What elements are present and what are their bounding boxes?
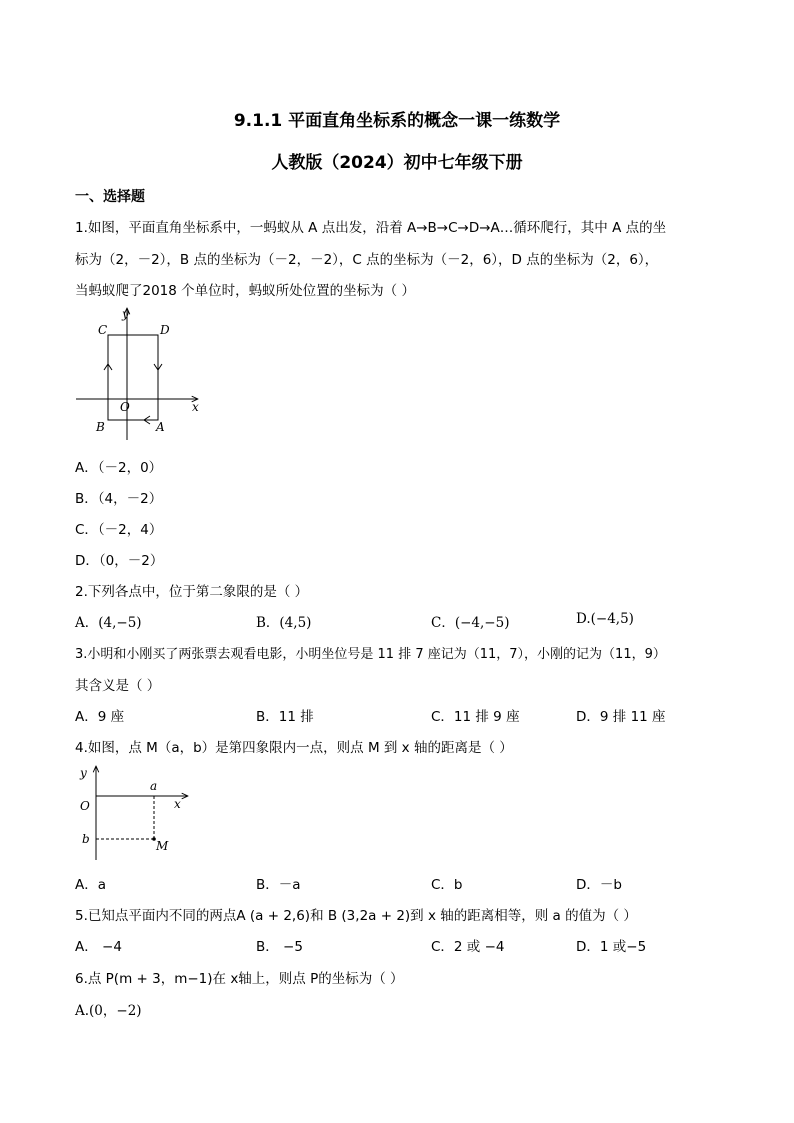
q4-option-b: B．－a [256, 877, 301, 893]
q1-label-d: D [160, 323, 170, 337]
q4-figure [72, 762, 196, 864]
q3-option-c: C．11 排 9 座 [431, 709, 520, 725]
q1-figure [72, 304, 204, 444]
q4-label-o: O [80, 799, 90, 813]
q4-option-a: A．a [75, 877, 107, 893]
q2-option-a: A．(4,−5) [75, 615, 142, 631]
q1-rectangle [108, 335, 158, 420]
q3-option-a: A．9 座 [75, 709, 125, 725]
q4-label-a: a [150, 779, 158, 793]
q2-option-d: D.(−4,5) [576, 611, 634, 627]
q4-option-d: D．－b [576, 877, 622, 893]
q1-label-o: O [120, 400, 130, 414]
q1-label-y: y [122, 307, 129, 321]
document-subtitle: 人教版（2024）初中七年级下册 [271, 153, 523, 173]
q5-stem: 5.已知点平面内不同的两点A (a + 2,6)和 B (3,2a + 2)到 x 轴的距离相等，则 a 的值为（ ） [75, 908, 637, 924]
q4-option-c: C．b [431, 877, 463, 893]
q3-option-d: D．9 排 11 座 [576, 709, 666, 725]
q5-option-b: B． −5 [256, 939, 303, 955]
section-heading: 一、选择题 [75, 189, 145, 205]
q1-option-a: A．（－2，0） [75, 460, 163, 476]
q5-option-d: D．1 或−5 [576, 939, 647, 955]
q1-label-c: C [98, 323, 108, 337]
q3-stem-line1: 3.小明和小刚买了两张票去观看电影，小明坐位号是 11 排 7 座记为（11，7），小刚的记为（11，9） [75, 647, 666, 662]
document-title: 9.1.1 平面直角坐标系的概念一课一练数学 [233, 111, 561, 131]
q1-label-a: A [156, 420, 165, 434]
q1-label-x: x [192, 400, 199, 414]
q6-stem: 6.点 P(m + 3，m−1)在 x轴上，则点 P的坐标为（ ） [75, 971, 404, 987]
q4-label-m: M [156, 839, 169, 853]
q4-label-b: b [82, 832, 90, 846]
q1-stem-line2: 标为（2，－2），B 点的坐标为（－2，－2），C 点的坐标为（－2，6），D 点的坐标为（2，6）， [75, 252, 659, 268]
q5-option-c: C．2 或 −4 [431, 939, 505, 955]
q5-option-a: A． −4 [75, 939, 122, 955]
q4-label-y: y [80, 766, 87, 780]
q1-option-d: D．（0，－2） [75, 553, 164, 569]
q4-stem: 4.如图，点 M（a，b）是第四象限内一点，则点 M 到 x 轴的距离是（ ） [75, 740, 513, 756]
q4-label-x: x [174, 797, 181, 811]
q2-option-b: B．(4,5) [256, 615, 312, 631]
q1-label-b: B [96, 420, 105, 434]
q1-option-b: B．（4，－2） [75, 491, 163, 507]
q6-option-a: A.(0，−2) [75, 1003, 142, 1019]
q3-stem-line2: 其含义是（ ） [75, 678, 161, 694]
q1-option-c: C．（－2，4） [75, 522, 163, 538]
q1-stem-line1: 1.如图，平面直角坐标系中，一蚂蚁从 A 点出发，沿着 A→B→C→D→A…循环爬行，其中 A 点的坐 [75, 220, 667, 236]
q3-option-b: B．11 排 [256, 709, 314, 725]
q2-option-c: C．(−4,−5) [431, 615, 510, 631]
q2-stem: 2.下列各点中，位于第二象限的是（ ） [75, 584, 309, 600]
q1-stem-line3: 当蚂蚁爬了2018 个单位时，蚂蚁所处位置的坐标为（ ） [75, 283, 415, 299]
